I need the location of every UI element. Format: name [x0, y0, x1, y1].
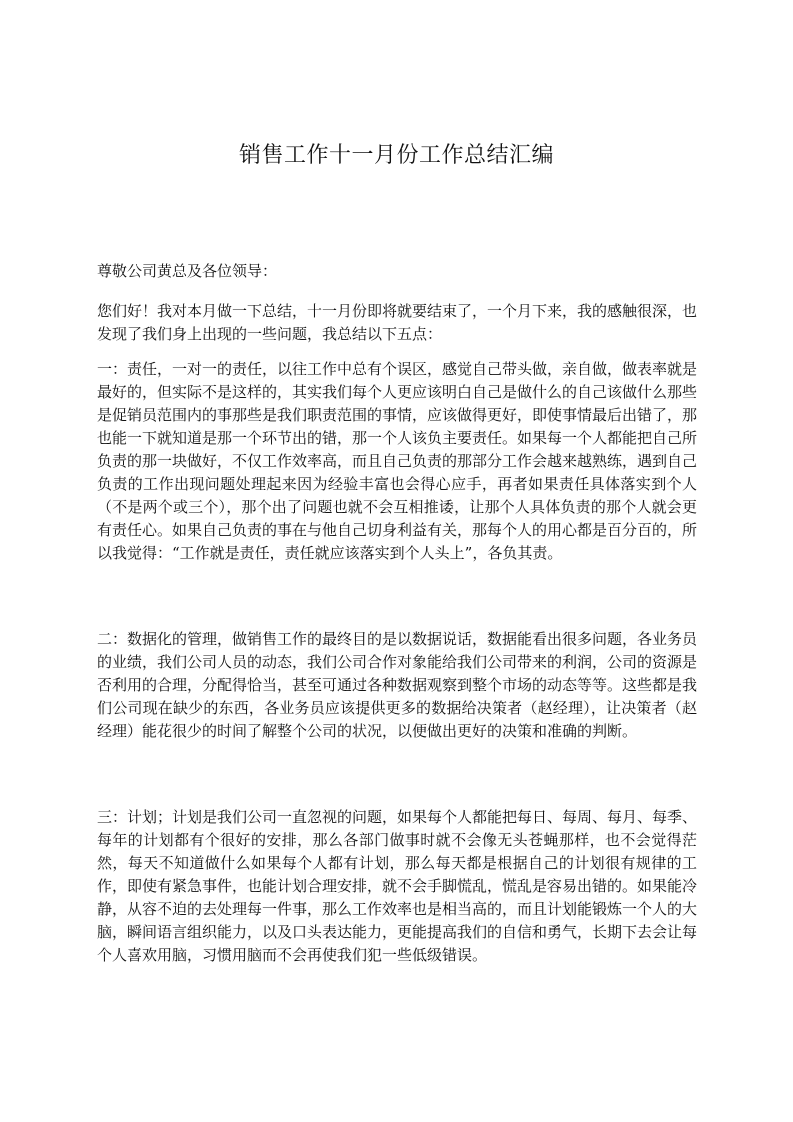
- section-two-data-management-paragraph: 二：数据化的管理，做销售工作的最终目的是以数据说话，数据能看出很多问题，各业务员的业绩，我们公司人员的动态，我们公司合作对象能给我们公司带来的利润，公司的资源是否利用的合理，分配得恰当，甚至可通过各种数据观察到整个市场的动态等等。这些都是我们公司现在缺少的东西，各业务员应该提供更多的数据给决策者（赵经理），让决策者（赵经理）能花很少的时间了解整个公司的状况，以便做出更好的决策和准确的判断。: [97, 630, 698, 740]
- greeting-paragraph: 尊敬公司黄总及各位领导：: [97, 262, 278, 280]
- intro-paragraph: 您们好！我对本月做一下总结，十一月份即将就要结束了，一个月下来，我的感触很深，也发现了我们身上出现的一些问题，我总结以下五点：: [97, 302, 698, 343]
- section-one-responsibility-paragraph: 一：责任，一对一的责任，以往工作中总有个误区，感觉自己带头做，亲自做，做表率就是最好的，但实际不是这样的，其实我们每个人更应该明白自己是做什么的自己该做什么那些是促销员范围内的事那些是我们职责范围的事情，应该做得更好，即使事情最后出错了，那也能一下就知道是那一个环节出的错，那一个人该负主要责任。如果每一个人都能把自己所负责的那一块做好，不仅工作效率高，而且自己负责的那部分工作会越来越熟练，遇到自己负责的工作出现问题处理起来因为经验丰富也会得心应手，再者如果责任具体落实到个人（不是两个或三个），那个出了问题也就不会互相推诿，让那个人具体负责的那个人就会更有责任心。如果自己负责的事在与他自己切身利益有关，那每个人的用心都是百分百的，所以我觉得：“工作就是责任，责任就应该落实到个人头上”，各负其责。: [97, 360, 698, 562]
- section-three-planning-paragraph: 三：计划；计划是我们公司一直忽视的问题，如果每个人都能把每日、每周、每月、每季、每年的计划都有个很好的安排，那么各部门做事时就不会像无头苍蝇那样，也不会觉得茫然，每天不知道做什么如果每个人都有计划，那么每天都是根据自己的计划很有规律的工作，即使有紧急事件，也能计划合理安排，就不会手脚慌乱，慌乱是容易出错的。如果能冷静，从容不迫的去处理每一件事，那么工作效率也是相当高的，而且计划能锻炼一个人的大脑，瞬间语言组织能力，以及口头表达能力，更能提高我们的自信和勇气，长期下去会让每个人喜欢用脑，习惯用脑而不会再使我们犯一些低级错误。: [97, 808, 698, 964]
- document-title: 销售工作十一月份工作总结汇编: [238, 143, 554, 168]
